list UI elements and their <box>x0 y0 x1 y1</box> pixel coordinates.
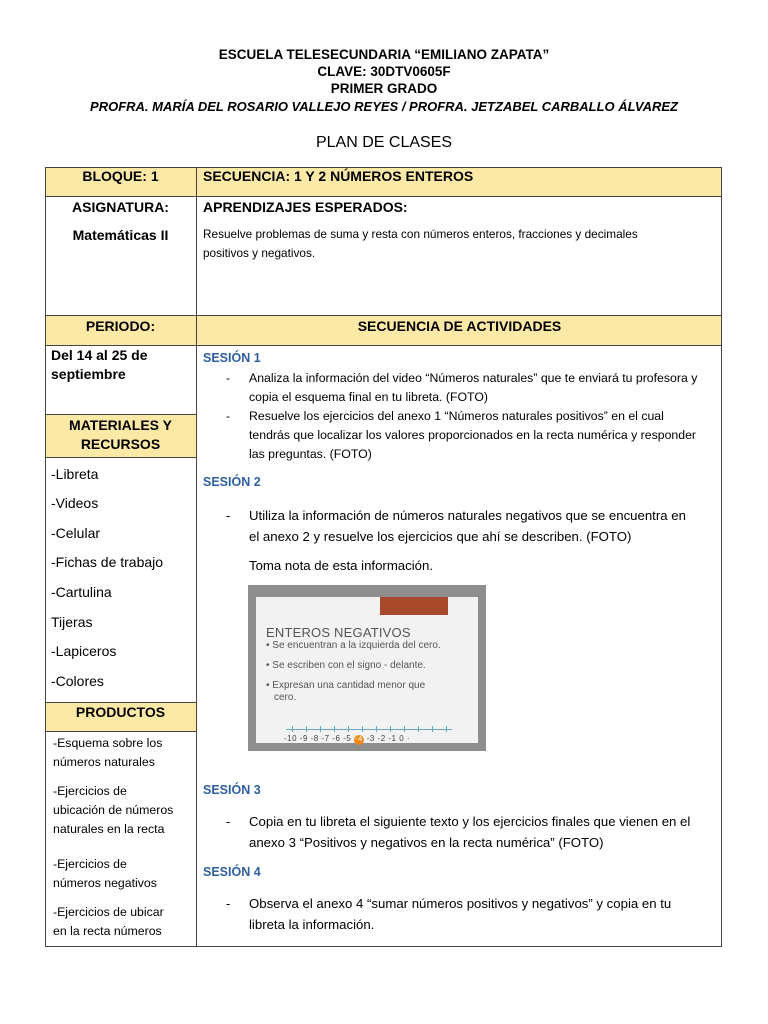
aprendizajes-line1: Resuelve problemas de suma y resta con números enteros, fracciones y decimales <box>203 227 638 241</box>
material-item: Tijeras <box>51 614 93 630</box>
material-item: -Celular <box>51 525 101 541</box>
list-item: - Utiliza la información de números naturales negativos que se encuentra en el anexo 2 y resuelve los ejercicios que ahí se describen. (FOTO) <box>226 505 746 547</box>
aprendizajes-cell <box>197 197 722 315</box>
periodo-value-cell <box>45 346 196 414</box>
asignatura-value: Matemáticas II <box>72 227 169 243</box>
periodo-label: PERIODO: <box>85 318 156 334</box>
session-2-activities <box>196 505 746 547</box>
list-item: - Observa el anexo 4 “sumar números positivos y negativos” y copia en tu libreta la información. <box>226 893 746 935</box>
asignatura-label: ASIGNATURA: <box>72 199 169 215</box>
session-1-activities <box>196 369 746 464</box>
product-item: -Esquema sobre los números naturales <box>53 736 163 769</box>
session-4-title: SESIÓN 4 <box>203 865 261 879</box>
teachers: PROFRA. MARÍA DEL ROSARIO VALLEJO REYES / PROFRA. JETZABEL CARBALLO ÁLVAREZ <box>90 99 678 114</box>
session-1-title: SESIÓN 1 <box>203 351 261 365</box>
grade-level: PRIMER GRADO <box>330 81 438 96</box>
material-item: -Cartulina <box>51 584 112 600</box>
school-name: ESCUELA TELESECUNDARIA “EMILIANO ZAPATA” <box>218 47 550 62</box>
material-item: -Videos <box>51 495 99 511</box>
slide-tab <box>380 597 448 615</box>
enteros-negativos-slide <box>248 585 486 751</box>
highlight-dot: -4 <box>355 736 363 743</box>
product-item: -Ejercicios de números negativos <box>53 857 157 890</box>
list-item: - Analiza la información del video “Números naturales” que te enviará tu profesora y copia el esquema final en tu libreta. (FOTO) <box>226 369 746 407</box>
periodo-line1: Del 14 al 25 de <box>51 347 148 363</box>
productos-label: PRODUCTOS <box>75 704 166 720</box>
periodo-line2: septiembre <box>51 366 126 382</box>
materiales-header-cell <box>45 414 196 458</box>
secuencia-actividades-label: SECUENCIA DE ACTIVIDADES <box>357 318 562 334</box>
slide-bullet: cero. <box>274 692 297 703</box>
school-clave: CLAVE: 30DTV0605F <box>317 64 451 79</box>
number-line <box>286 729 452 730</box>
session-2-note: Toma nota de esta información. <box>249 558 433 573</box>
secuencia-cell <box>197 167 722 197</box>
slide-title: ENTEROS NEGATIVOS <box>266 625 411 640</box>
material-item: -Lapiceros <box>51 643 117 659</box>
secuencia-actividades-cell <box>197 315 722 346</box>
list-item: - Copia en tu libreta el siguiente texto y los ejercicios finales que vienen en el anexo 3 “Positivos y negativos en la recta numérica” (FOTO) <box>226 811 746 853</box>
page-title: PLAN DE CLASES <box>315 134 453 151</box>
materiales-line2: RECURSOS <box>80 436 161 452</box>
material-item: -Libreta <box>51 466 99 482</box>
slide-bullet: • Expresan una cantidad menor que <box>266 680 426 691</box>
session-4-activities <box>196 893 746 935</box>
material-item: -Colores <box>51 673 104 689</box>
product-item: -Ejercicios de ubicación de números naturales en la recta <box>53 784 174 836</box>
asignatura-cell <box>45 197 196 315</box>
aprendizajes-line2: positivos y negativos. <box>203 246 316 260</box>
session-3-activities <box>196 811 746 853</box>
list-item: - Resuelve los ejercicios del anexo 1 “Números naturales positivos” en el cual tendrás que localizar los valores proporcionados en la recta numérica y responder las preguntas. (FOTO) <box>226 407 746 464</box>
product-item: -Ejercicios de ubicar en la recta números <box>53 905 164 938</box>
productos-list <box>45 732 196 947</box>
number-line-labels: -10 -9 -8 -7 -6 -5 -4 -3 -2 -1 0 · <box>284 734 411 743</box>
bloque-cell <box>45 167 196 197</box>
slide-bullet: • Se escriben con el signo - delante. <box>266 660 426 671</box>
materiales-list <box>45 458 196 702</box>
bloque-label: BLOQUE: 1 <box>82 168 159 184</box>
material-item: -Fichas de trabajo <box>51 554 164 570</box>
session-2-title: SESIÓN 2 <box>203 475 261 489</box>
materiales-line1: MATERIALES Y <box>69 417 172 433</box>
productos-header-cell <box>45 702 196 732</box>
aprendizajes-label: APRENDIZAJES ESPERADOS: <box>203 199 408 215</box>
secuencia-label: SECUENCIA: 1 Y 2 NÚMEROS ENTEROS <box>203 168 474 184</box>
session-3-title: SESIÓN 3 <box>203 783 261 797</box>
slide-bullet: • Se encuentran a la izquierda del cero. <box>266 640 441 651</box>
periodo-cell <box>45 315 196 346</box>
